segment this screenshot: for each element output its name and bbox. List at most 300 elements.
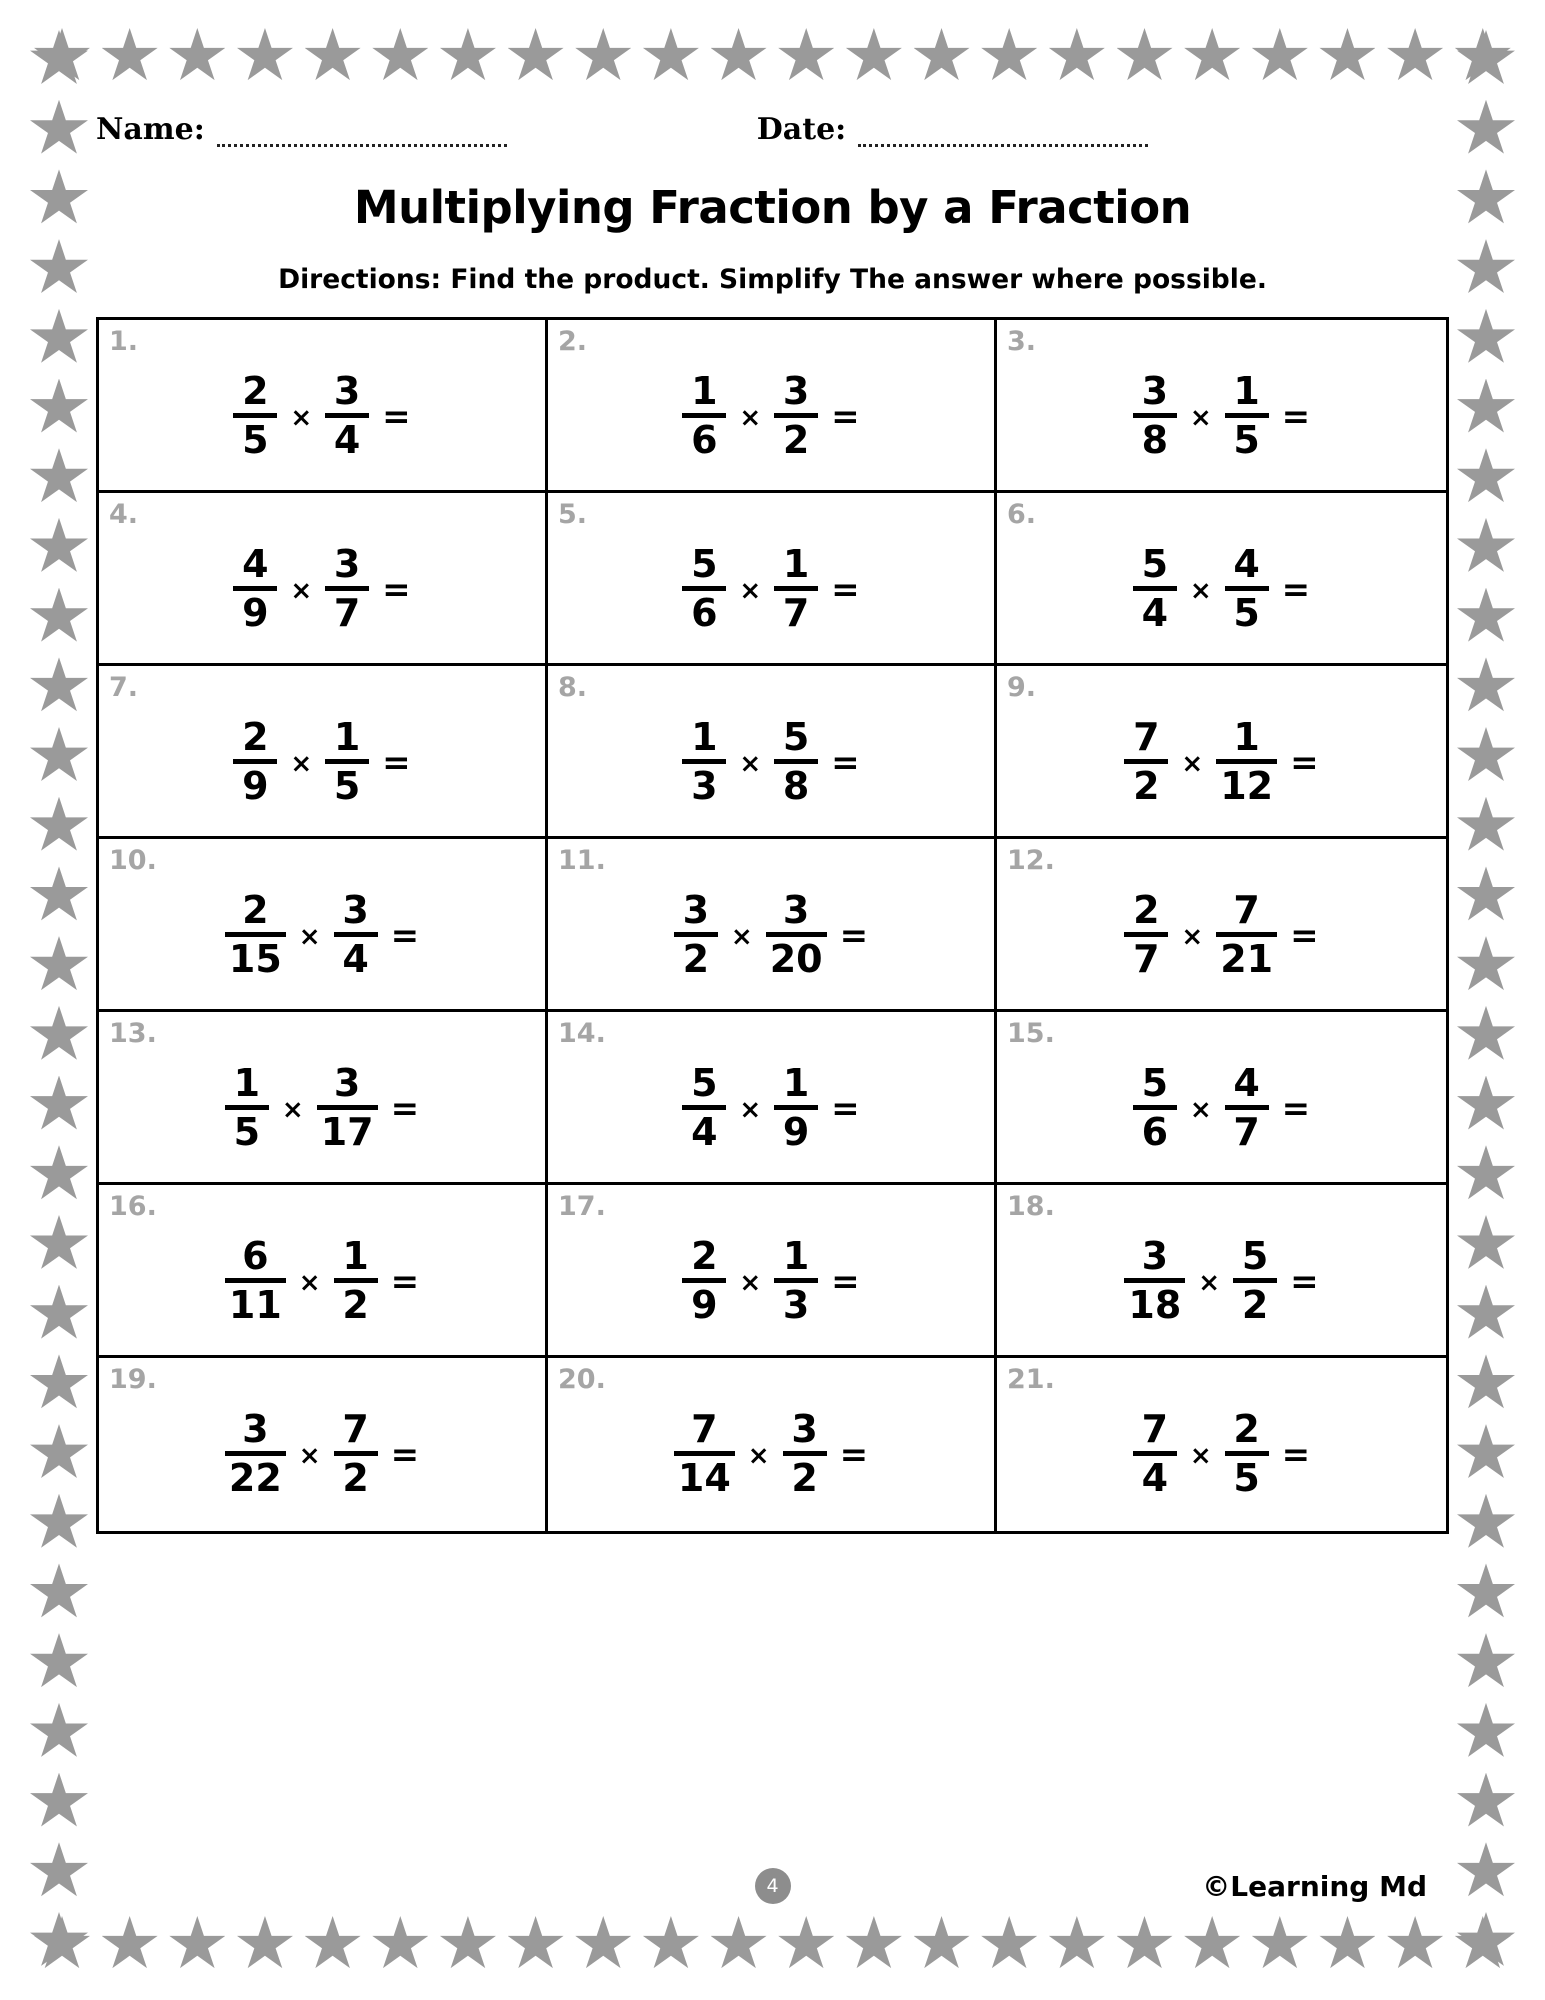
numerator: 7	[691, 1407, 718, 1451]
star-icon	[30, 1285, 88, 1343]
problem-cell[interactable]	[997, 1185, 1446, 1358]
denominator: 5	[1233, 1456, 1260, 1500]
star-icon	[102, 1916, 158, 1972]
star-icon	[305, 1916, 361, 1972]
name-date-row	[96, 112, 1449, 147]
denominator: 18	[1128, 1283, 1182, 1327]
numerator: 2	[691, 1234, 718, 1278]
problem-expression	[548, 370, 994, 461]
denominator: 8	[1141, 418, 1169, 462]
star-icon	[30, 1563, 88, 1621]
star-icon	[575, 1916, 631, 1972]
star-border-top	[34, 28, 1511, 84]
numerator: 5	[1141, 1061, 1169, 1105]
denominator: 4	[333, 418, 361, 462]
star-icon	[1117, 28, 1173, 84]
problem-cell[interactable]	[548, 1185, 997, 1358]
numerator: 1	[782, 1061, 810, 1105]
star-icon	[169, 28, 225, 84]
problem-number: 21.	[1007, 1364, 1055, 1395]
problem-cell[interactable]	[99, 1012, 548, 1185]
star-icon	[30, 657, 88, 715]
problem-cell[interactable]	[997, 320, 1446, 493]
problem-cell[interactable]	[548, 839, 997, 1012]
problem-cell[interactable]	[997, 1358, 1446, 1531]
fraction-first	[1133, 543, 1177, 634]
worksheet-content	[96, 86, 1449, 1908]
star-icon	[778, 28, 834, 84]
star-icon	[30, 1494, 88, 1552]
denominator: 21	[1220, 937, 1274, 981]
problem-expression	[997, 1408, 1446, 1499]
problem-cell[interactable]	[548, 1358, 997, 1531]
denominator: 5	[242, 418, 269, 462]
star-icon	[30, 169, 88, 227]
numerator: 3	[782, 369, 810, 413]
problem-cell[interactable]	[997, 1012, 1446, 1185]
numerator: 5	[691, 542, 718, 586]
fraction-first	[674, 1408, 735, 1499]
numerator: 3	[242, 1407, 269, 1451]
fraction-second	[325, 716, 369, 807]
star-icon	[1457, 379, 1515, 437]
star-icon	[30, 239, 88, 297]
problem-cell[interactable]	[997, 839, 1446, 1012]
denominator: 4	[342, 937, 369, 981]
equals-symbol: =	[382, 569, 411, 610]
problem-cell[interactable]	[99, 1185, 548, 1358]
equals-symbol: =	[1281, 1434, 1311, 1475]
denominator: 3	[782, 1283, 810, 1327]
equals-symbol: =	[1281, 396, 1311, 437]
problem-number: 19.	[109, 1364, 157, 1395]
problem-expression	[548, 1408, 994, 1499]
star-icon	[1387, 1916, 1443, 1972]
star-icon	[846, 1916, 902, 1972]
star-icon	[914, 28, 970, 84]
star-icon	[1457, 797, 1515, 855]
problem-cell[interactable]	[99, 493, 548, 666]
star-icon	[30, 866, 88, 924]
fraction-first	[682, 370, 726, 461]
star-icon	[1457, 1633, 1515, 1691]
problem-number: 9.	[1007, 672, 1037, 703]
numerator: 1	[782, 542, 810, 586]
fraction-first	[682, 716, 726, 807]
problem-expression	[99, 889, 545, 980]
star-icon	[30, 379, 88, 437]
copyright-text: ©Learning Md	[1202, 1870, 1427, 1903]
equals-symbol: =	[390, 1088, 420, 1129]
date-label: Date:	[756, 112, 847, 147]
problems-grid	[96, 317, 1449, 1534]
star-icon	[575, 28, 631, 84]
multiply-symbol: ×	[730, 921, 753, 952]
star-icon	[1457, 1076, 1515, 1134]
denominator: 20	[769, 937, 823, 981]
multiply-symbol: ×	[1181, 921, 1204, 952]
numerator: 5	[1241, 1234, 1269, 1278]
equals-symbol: =	[390, 915, 420, 956]
multiply-symbol: ×	[739, 748, 762, 779]
fraction-second	[774, 716, 818, 807]
fraction-second	[1216, 716, 1277, 807]
star-icon	[1457, 1494, 1515, 1552]
fraction-first	[1133, 1062, 1177, 1153]
problem-number: 10.	[109, 845, 157, 876]
problem-expression	[997, 370, 1446, 461]
problem-number: 8.	[558, 672, 588, 703]
footer	[96, 1860, 1449, 1914]
star-icon	[643, 1916, 699, 1972]
problem-expression	[548, 1235, 994, 1326]
star-icon	[372, 1916, 428, 1972]
multiply-symbol: ×	[739, 575, 762, 606]
multiply-symbol: ×	[1181, 748, 1204, 779]
numerator: 3	[682, 888, 710, 932]
numerator: 2	[1233, 1407, 1260, 1451]
star-icon	[1319, 28, 1375, 84]
fraction-second	[1225, 1408, 1269, 1499]
problem-expression	[997, 889, 1446, 980]
star-icon	[711, 28, 767, 84]
star-icon	[508, 1916, 564, 1972]
star-icon	[1457, 1006, 1515, 1064]
page-title: Multiplying Fraction by a Fraction	[353, 181, 1192, 234]
numerator: 5	[1141, 542, 1169, 586]
denominator: 15	[228, 937, 282, 981]
problem-expression	[99, 716, 545, 807]
multiply-symbol: ×	[290, 402, 313, 433]
equals-symbol: =	[1290, 1261, 1319, 1302]
equals-symbol: =	[831, 1088, 860, 1129]
problem-number: 14.	[558, 1018, 606, 1049]
star-icon	[1457, 309, 1515, 367]
fraction-first	[682, 1235, 726, 1326]
fraction-first	[233, 543, 277, 634]
star-border-bottom	[34, 1916, 1511, 1972]
star-icon	[1457, 936, 1515, 994]
multiply-symbol: ×	[739, 402, 762, 433]
multiply-symbol: ×	[1189, 575, 1212, 606]
denominator: 5	[333, 764, 361, 808]
problem-number: 17.	[558, 1191, 606, 1222]
problem-expression	[997, 1235, 1446, 1326]
multiply-symbol: ×	[281, 1094, 304, 1125]
fraction-first	[225, 1408, 286, 1499]
problem-expression	[99, 543, 545, 634]
multiply-symbol: ×	[1189, 1094, 1212, 1125]
equals-symbol: =	[831, 742, 860, 783]
problem-cell[interactable]	[99, 1358, 548, 1531]
name-input[interactable]	[217, 122, 507, 147]
star-icon	[30, 588, 88, 646]
star-icon	[1184, 1916, 1240, 1972]
denominator: 9	[782, 1110, 810, 1154]
problem-number: 20.	[558, 1364, 606, 1395]
star-icon	[30, 936, 88, 994]
star-border-right	[1457, 30, 1515, 1970]
numerator: 3	[342, 888, 369, 932]
equals-symbol: =	[831, 1261, 860, 1302]
denominator: 2	[1133, 764, 1160, 808]
denominator: 2	[1241, 1283, 1269, 1327]
problem-cell[interactable]	[548, 320, 997, 493]
problem-expression	[99, 370, 545, 461]
star-icon	[102, 28, 158, 84]
star-icon	[508, 28, 564, 84]
problem-number: 6.	[1007, 499, 1037, 530]
fraction-first	[1133, 1408, 1177, 1499]
problem-cell[interactable]	[548, 1012, 997, 1185]
equals-symbol: =	[1290, 742, 1319, 783]
star-icon	[237, 28, 293, 84]
star-icon	[30, 1006, 88, 1064]
problem-expression	[997, 1062, 1446, 1153]
multiply-symbol: ×	[1189, 402, 1212, 433]
numerator: 2	[242, 369, 269, 413]
equals-symbol: =	[839, 1434, 869, 1475]
multiply-symbol: ×	[298, 921, 321, 952]
fraction-second	[1225, 543, 1269, 634]
star-icon	[30, 1145, 88, 1203]
fraction-second	[334, 1408, 378, 1499]
problem-expression	[548, 543, 994, 634]
fraction-second	[774, 1235, 818, 1326]
star-icon	[643, 28, 699, 84]
star-icon	[1457, 169, 1515, 227]
star-icon	[30, 1424, 88, 1482]
problem-cell[interactable]	[99, 666, 548, 839]
problem-number: 13.	[109, 1018, 157, 1049]
fraction-second	[783, 1408, 827, 1499]
star-icon	[1457, 588, 1515, 646]
denominator: 7	[333, 591, 361, 635]
denominator: 2	[782, 418, 810, 462]
star-icon	[1457, 657, 1515, 715]
numerator: 3	[782, 888, 810, 932]
star-icon	[440, 1916, 496, 1972]
denominator: 5	[1233, 591, 1260, 635]
fraction-first	[225, 889, 286, 980]
equals-symbol: =	[831, 569, 860, 610]
fraction-first	[1124, 1235, 1185, 1326]
numerator: 1	[333, 715, 361, 759]
denominator: 7	[782, 591, 810, 635]
equals-symbol: =	[831, 396, 860, 437]
problem-expression	[997, 716, 1446, 807]
numerator: 7	[1141, 1407, 1169, 1451]
fraction-second	[774, 370, 818, 461]
star-icon	[846, 28, 902, 84]
problem-cell[interactable]	[997, 493, 1446, 666]
fraction-first	[225, 1062, 269, 1153]
numerator: 4	[1233, 542, 1260, 586]
fraction-first	[233, 716, 277, 807]
numerator: 4	[242, 542, 269, 586]
star-icon	[1184, 28, 1240, 84]
denominator: 4	[691, 1110, 718, 1154]
denominator: 9	[242, 764, 269, 808]
fraction-second	[1216, 889, 1277, 980]
problem-cell[interactable]	[997, 666, 1446, 839]
problem-cell[interactable]	[548, 666, 997, 839]
fraction-second	[334, 889, 378, 980]
problem-number: 16.	[109, 1191, 157, 1222]
problem-number: 1.	[109, 326, 139, 357]
fraction-first	[682, 543, 726, 634]
numerator: 3	[333, 369, 361, 413]
fraction-second	[325, 543, 369, 634]
equals-symbol: =	[382, 742, 411, 783]
star-icon	[981, 28, 1037, 84]
fraction-first	[233, 370, 277, 461]
fraction-first	[682, 1062, 726, 1153]
star-icon	[1457, 1354, 1515, 1412]
star-icon	[30, 727, 88, 785]
star-icon	[30, 1354, 88, 1412]
denominator: 2	[342, 1456, 369, 1500]
problem-number: 7.	[109, 672, 139, 703]
denominator: 8	[782, 764, 810, 808]
star-icon	[30, 100, 88, 158]
star-icon	[1457, 1285, 1515, 1343]
star-icon	[30, 518, 88, 576]
star-icon	[30, 797, 88, 855]
star-icon	[914, 1916, 970, 1972]
problem-cell[interactable]	[99, 320, 548, 493]
denominator: 5	[233, 1110, 261, 1154]
star-icon	[1117, 1916, 1173, 1972]
star-icon	[30, 309, 88, 367]
star-icon	[30, 30, 88, 88]
date-input[interactable]	[858, 122, 1148, 147]
denominator: 12	[1220, 764, 1274, 808]
star-icon	[1457, 1703, 1515, 1761]
equals-symbol: =	[1281, 569, 1311, 610]
denominator: 6	[691, 418, 718, 462]
numerator: 2	[242, 715, 269, 759]
numerator: 1	[1233, 715, 1260, 759]
star-icon	[1387, 28, 1443, 84]
numerator: 1	[782, 1234, 810, 1278]
star-icon	[1457, 1215, 1515, 1273]
fraction-second	[317, 1062, 378, 1153]
equals-symbol: =	[390, 1434, 420, 1475]
denominator: 2	[791, 1456, 818, 1500]
star-icon	[30, 1215, 88, 1273]
denominator: 6	[1141, 1110, 1169, 1154]
equals-symbol: =	[1290, 915, 1319, 956]
numerator: 3	[1141, 369, 1169, 413]
fraction-first	[1133, 370, 1177, 461]
multiply-symbol: ×	[739, 1267, 762, 1298]
star-icon	[711, 1916, 767, 1972]
denominator: 11	[228, 1283, 282, 1327]
problem-cell[interactable]	[99, 839, 548, 1012]
star-icon	[1457, 1912, 1515, 1970]
star-icon	[30, 448, 88, 506]
star-icon	[30, 1703, 88, 1761]
equals-symbol: =	[390, 1261, 420, 1302]
problem-cell[interactable]	[548, 493, 997, 666]
multiply-symbol: ×	[739, 1094, 762, 1125]
numerator: 3	[1141, 1234, 1169, 1278]
denominator: 4	[1141, 1456, 1169, 1500]
problem-expression	[997, 543, 1446, 634]
star-icon	[30, 1842, 88, 1900]
multiply-symbol: ×	[290, 748, 313, 779]
denominator: 9	[691, 1283, 718, 1327]
numerator: 5	[691, 1061, 718, 1105]
equals-symbol: =	[1281, 1088, 1311, 1129]
numerator: 5	[782, 715, 810, 759]
star-icon	[1457, 1424, 1515, 1482]
equals-symbol: =	[382, 396, 411, 437]
problem-number: 2.	[558, 326, 588, 357]
problem-number: 11.	[558, 845, 606, 876]
denominator: 2	[682, 937, 710, 981]
star-icon	[237, 1916, 293, 1972]
denominator: 14	[677, 1456, 731, 1500]
fraction-second	[774, 543, 818, 634]
multiply-symbol: ×	[298, 1267, 321, 1298]
star-icon	[1457, 866, 1515, 924]
numerator: 3	[333, 542, 361, 586]
problem-expression	[99, 1235, 545, 1326]
denominator: 17	[320, 1110, 374, 1154]
star-icon	[305, 28, 361, 84]
numerator: 7	[1133, 715, 1160, 759]
fraction-first	[1124, 889, 1168, 980]
numerator: 7	[342, 1407, 369, 1451]
star-icon	[1457, 518, 1515, 576]
denominator: 7	[1233, 1110, 1260, 1154]
star-icon	[169, 1916, 225, 1972]
problem-expression	[99, 1062, 545, 1153]
star-icon	[1252, 28, 1308, 84]
multiply-symbol: ×	[747, 1440, 770, 1471]
page-number-badge: 4	[755, 1868, 791, 1904]
numerator: 4	[1233, 1061, 1260, 1105]
numerator: 1	[1233, 369, 1260, 413]
equals-symbol: =	[839, 915, 869, 956]
problem-expression	[548, 1062, 994, 1153]
star-icon	[981, 1916, 1037, 1972]
numerator: 7	[1233, 888, 1260, 932]
fraction-first	[225, 1235, 286, 1326]
multiply-symbol: ×	[290, 575, 313, 606]
star-icon	[1457, 1773, 1515, 1831]
denominator: 4	[1141, 591, 1169, 635]
problem-expression	[99, 1408, 545, 1499]
denominator: 6	[691, 591, 718, 635]
star-icon	[30, 1912, 88, 1970]
numerator: 1	[691, 715, 718, 759]
star-icon	[1457, 239, 1515, 297]
star-icon	[1457, 727, 1515, 785]
denominator: 5	[1233, 418, 1260, 462]
star-icon	[372, 28, 428, 84]
star-icon	[1049, 1916, 1105, 1972]
star-icon	[440, 28, 496, 84]
problem-number: 4.	[109, 499, 139, 530]
fraction-second	[325, 370, 369, 461]
denominator: 3	[691, 764, 718, 808]
star-icon	[1319, 1916, 1375, 1972]
star-icon	[1457, 448, 1515, 506]
numerator: 3	[333, 1061, 361, 1105]
